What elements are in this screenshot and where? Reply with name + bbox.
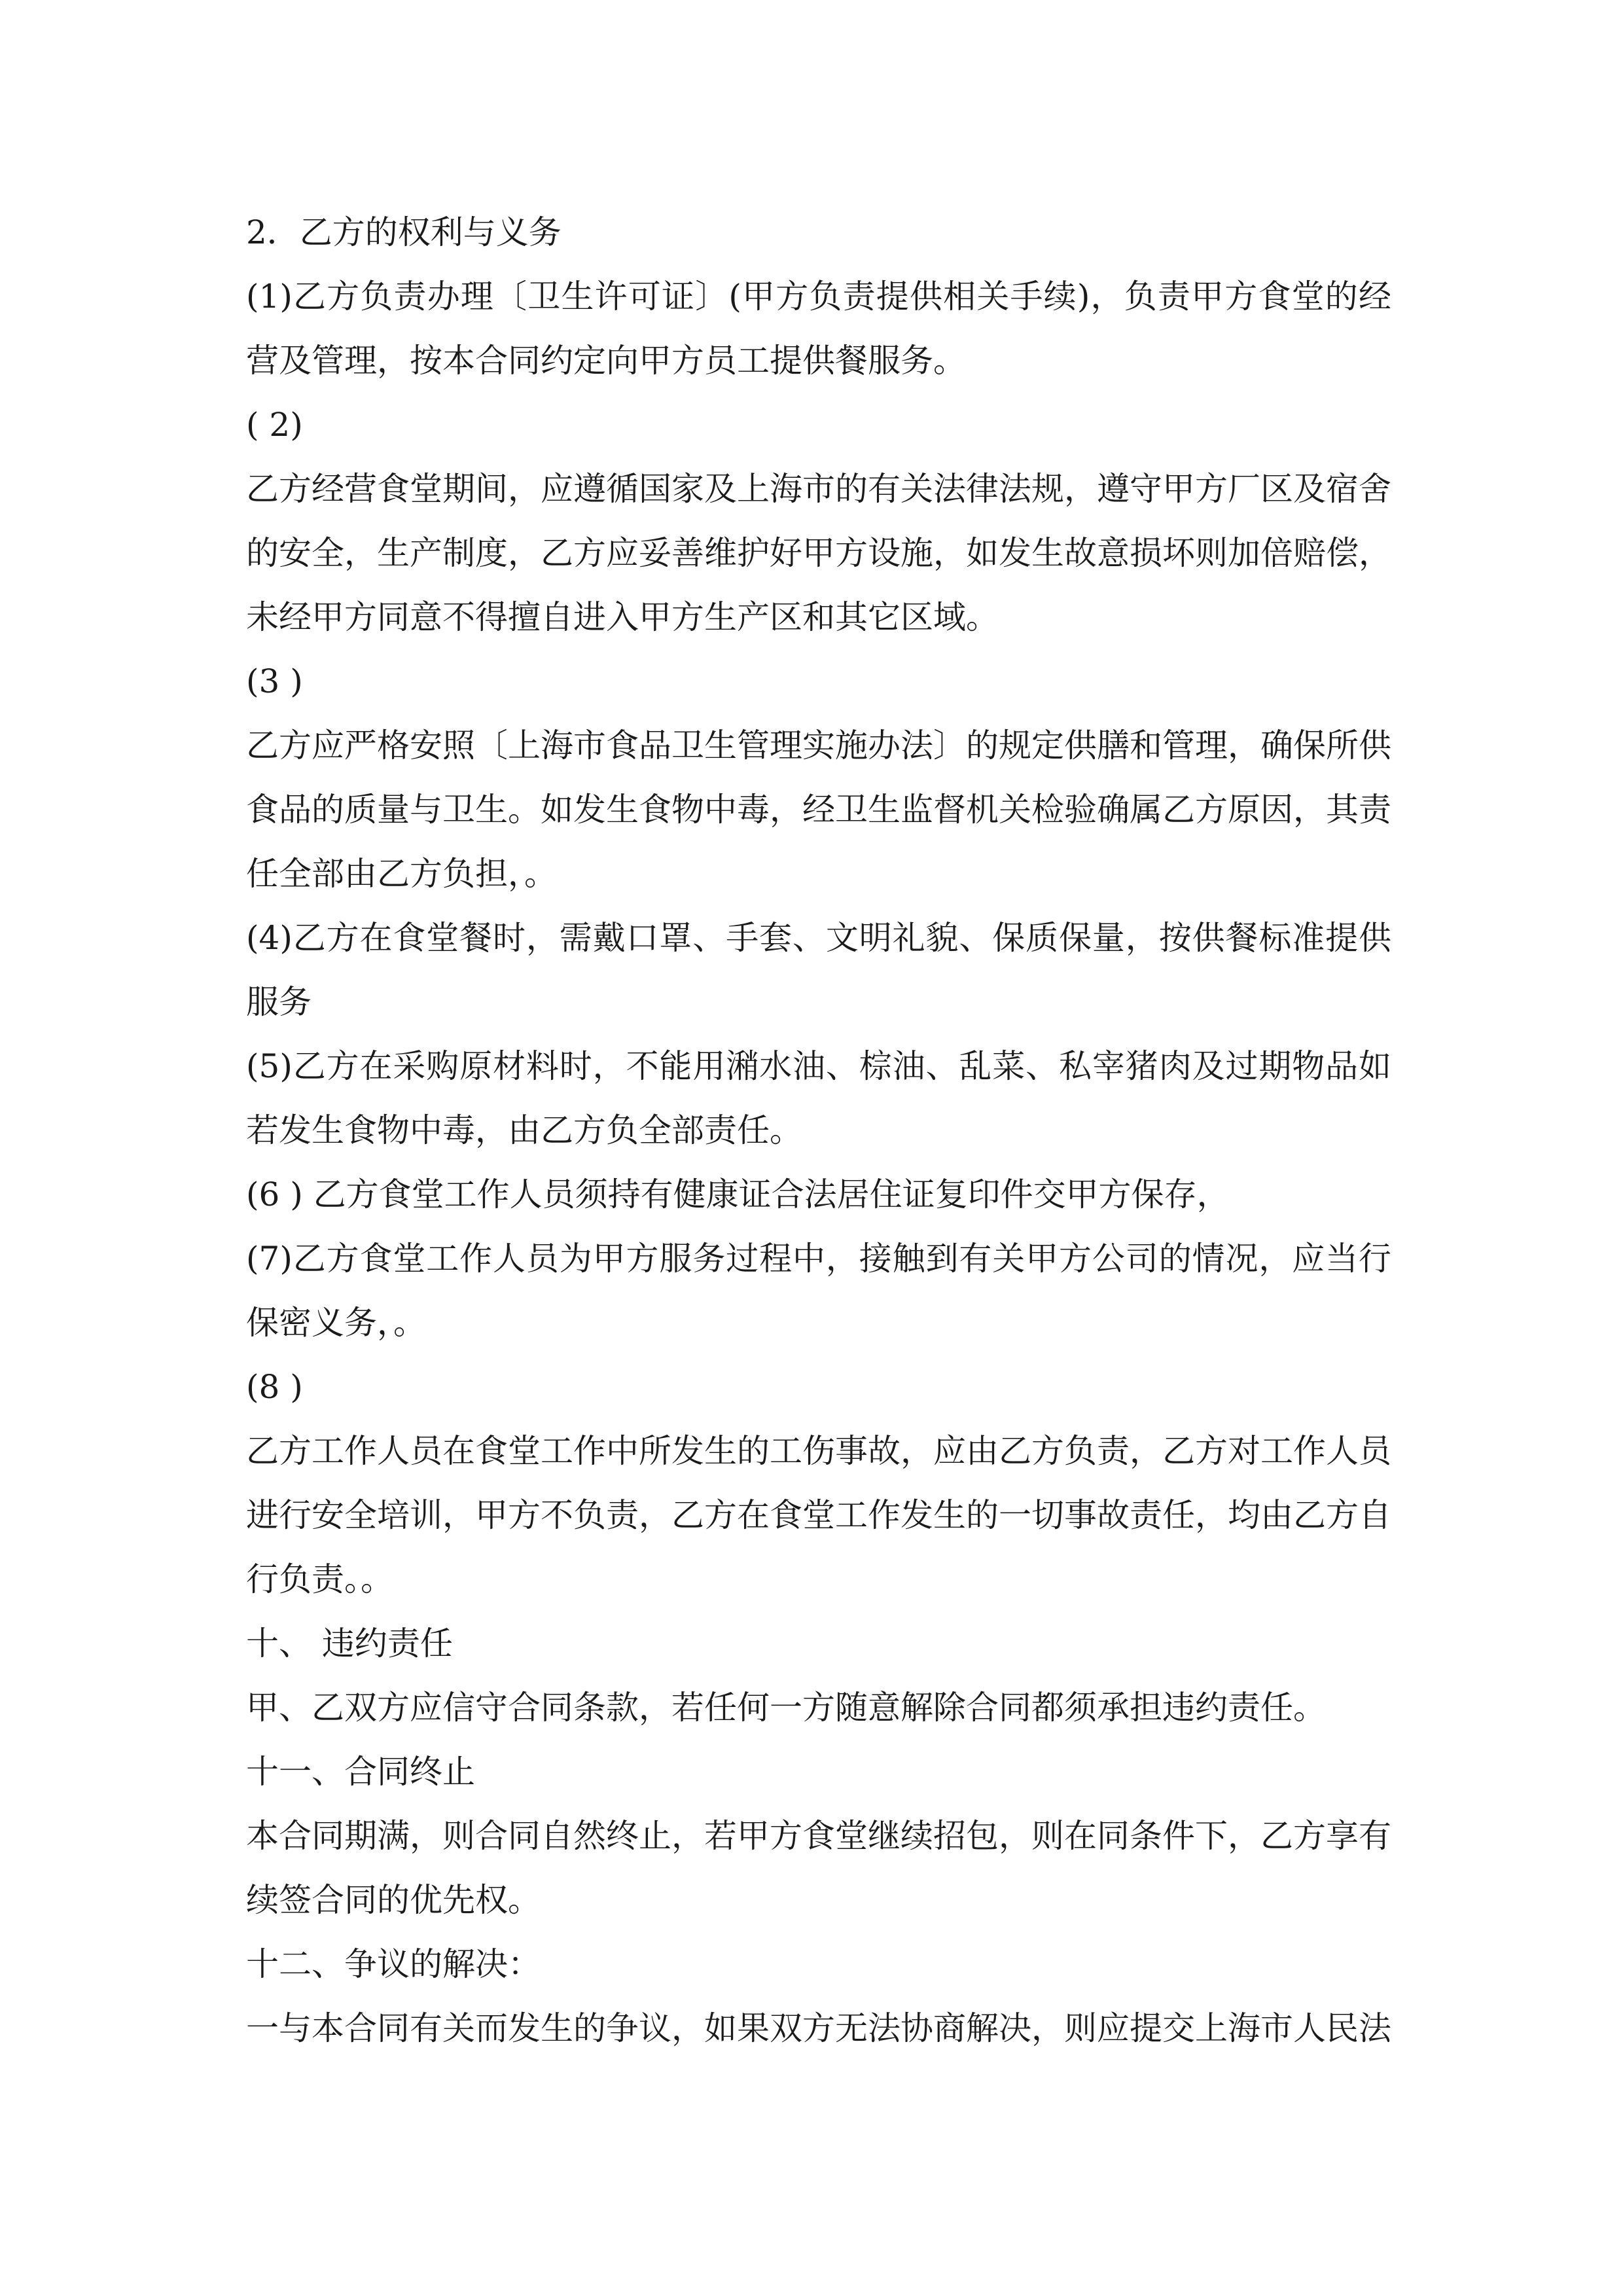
- text-line: (1)乙方负责办理〔卫生许可证〕(甲方负责提供相关手续)，负责甲方食堂的经: [246, 278, 1391, 315]
- text-line: 任全部由乙方负担，。: [246, 855, 557, 893]
- text-line: 保密义务，。: [246, 1304, 426, 1342]
- text-line: 乙方工作人员在食堂工作中所发生的工伤事故，应由乙方负责，乙方对工作人员: [246, 1432, 1391, 1470]
- text-line: 本合同期满，则合同自然终止，若甲方食堂继续招包，则在同条件下，乙方享有: [246, 1817, 1391, 1855]
- text-line: 服务: [246, 983, 312, 1021]
- text-line: 行负责。。: [246, 1560, 393, 1598]
- text-line: 十二、争议的解决：: [246, 1945, 541, 1983]
- text-line: 乙方经营食堂期间，应遵循国家及上海市的有关法律法规，遵守甲方厂区及宿舍: [246, 470, 1391, 508]
- text-line: 的安全，生产制度，乙方应妥善维护好甲方设施，如发生故意损坏则加倍赔偿，: [246, 534, 1391, 572]
- text-line: 一与本合同有关而发生的争议，如果双方无法协商解决，则应提交上海市人民法: [246, 2009, 1391, 2047]
- text-line: (3 ): [246, 662, 303, 700]
- text-line: (5)乙方在采购原材料时，不能用潲水油、棕油、乱菜、私宰猪肉及过期物品如: [246, 1047, 1391, 1085]
- text-line: 食品的质量与卫生。如发生食物中毒，经卫生监督机关检验确属乙方原因，其责: [246, 791, 1391, 829]
- text-line: (6 ) 乙方食堂工作人员须持有健康证合法居住证复印件交甲方保存，: [246, 1175, 1230, 1213]
- document-body: [246, 200, 1391, 2060]
- text-line: (8 ): [246, 1368, 303, 1406]
- text-line: 进行安全培训，甲方不负责，乙方在食堂工作发生的一切事故责任，均由乙方自: [246, 1496, 1391, 1534]
- text-line: 未经甲方同意不得擅自进入甲方生产区和其它区域。: [246, 598, 999, 636]
- text-line: (7)乙方食堂工作人员为甲方服务过程中，接触到有关甲方公司的情况，应当行: [246, 1240, 1391, 1278]
- text-line: ( 2): [246, 406, 303, 444]
- text-line: 营及管理，按本合同约定向甲方员工提供餐服务。: [246, 342, 966, 380]
- text-line: 十一、合同终止: [246, 1753, 475, 1791]
- text-line: (4)乙方在食堂餐时，需戴口罩、手套、文明礼貌、保质保量，按供餐标准提供: [246, 919, 1391, 957]
- text-line: 乙方应严格安照〔上海市食品卫生管理实施办法〕的规定供膳和管理，确保所供: [246, 726, 1391, 764]
- text-line: 若发生食物中毒，由乙方负全部责任。: [246, 1111, 802, 1149]
- text-line: 十、 违约责任: [246, 1624, 453, 1662]
- text-line: 2．乙方的权利与义务: [246, 213, 562, 251]
- text-line: 甲、乙双方应信守合同条款，若任何一方随意解除合同都须承担违约责任。: [246, 1689, 1326, 1727]
- text-line: 续签合同的优先权。: [246, 1881, 541, 1919]
